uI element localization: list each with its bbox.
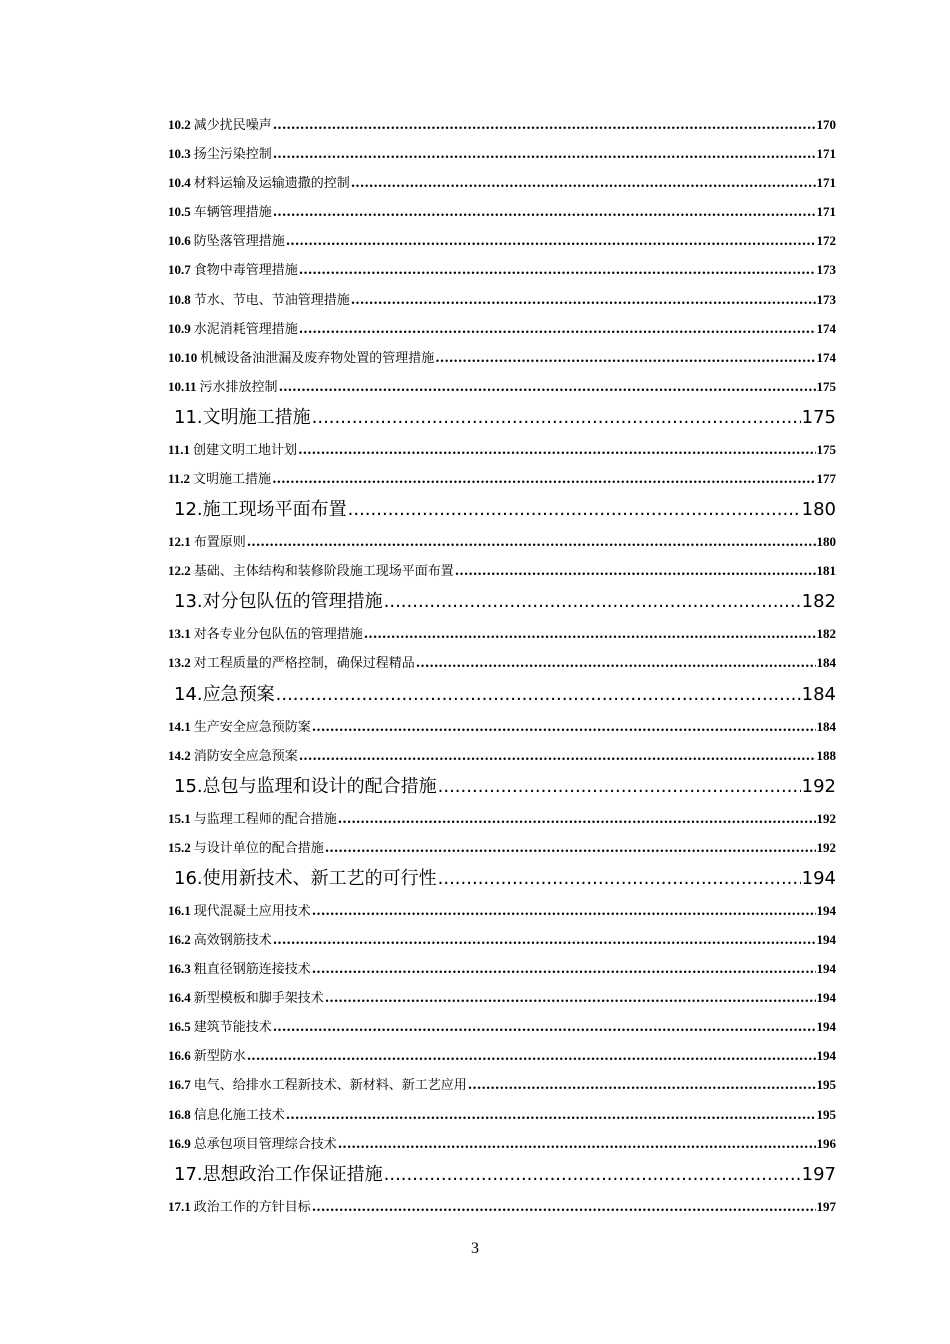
- toc-entry-page: 181: [816, 563, 836, 579]
- toc-dot-leader: [468, 1071, 816, 1100]
- toc-entry-number: 16.5: [168, 1019, 191, 1035]
- toc-entry-number: 16.6: [168, 1048, 191, 1064]
- toc-entry-number: 17.1: [168, 1198, 191, 1214]
- toc-entry-title: 电气、给排水工程新技术、新材料、新工艺应用: [193, 1078, 467, 1094]
- toc-dot-leader: [273, 140, 816, 169]
- toc-chapter-entry[interactable]: [168, 401, 836, 435]
- toc-entry-title: 消防安全应急预案: [193, 748, 298, 764]
- toc-chapter-entry[interactable]: [168, 493, 836, 527]
- toc-entry-number: 12.2: [168, 563, 191, 579]
- toc-entry-title: 信息化施工技术: [193, 1107, 285, 1123]
- toc-dot-leader: [247, 1042, 816, 1071]
- toc-section-entry[interactable]: [168, 1192, 836, 1221]
- toc-entry-title: 与设计单位的配合措施: [193, 840, 324, 856]
- toc-entry-page: 180: [816, 534, 836, 550]
- toc-entry-number: 15.: [174, 775, 203, 797]
- toc-section-entry[interactable]: [168, 925, 836, 954]
- toc-entry-page: 171: [816, 175, 836, 191]
- toc-entry-page: 182: [801, 591, 836, 613]
- toc-entry-page: 174: [816, 320, 836, 336]
- toc-entry-number: 11.: [174, 406, 203, 428]
- toc-chapter-entry[interactable]: [168, 862, 836, 896]
- toc-entry-title: 建筑节能技术: [193, 1020, 272, 1036]
- toc-entry-title: 基础、主体结构和装修阶段施工现场平面布置: [193, 564, 454, 580]
- toc-entry-page: 197: [801, 1163, 836, 1185]
- toc-entry-page: 195: [816, 1106, 836, 1122]
- toc-entry-page: 196: [816, 1135, 836, 1151]
- toc-entry-title: 政治工作的方针目标: [193, 1199, 311, 1215]
- toc-dot-leader: [435, 344, 815, 373]
- toc-section-entry[interactable]: [168, 110, 836, 139]
- toc-entry-number: 10.7: [168, 262, 191, 278]
- toc-entry-page: 194: [816, 931, 836, 947]
- toc-dot-leader: [312, 713, 816, 742]
- toc-entry-number: 16.9: [168, 1135, 191, 1151]
- toc-dot-leader: [325, 834, 816, 863]
- toc-entry-title: 新型模板和脚手架技术: [193, 991, 324, 1007]
- toc-entry-page: 194: [816, 961, 836, 977]
- toc-section-entry[interactable]: [168, 226, 836, 255]
- toc-dot-leader: [273, 1013, 816, 1042]
- toc-section-entry[interactable]: [168, 648, 836, 677]
- toc-dot-leader: [325, 984, 816, 1013]
- toc-entry-number: 16.: [174, 867, 203, 889]
- toc-chapter-entry[interactable]: [168, 770, 836, 804]
- toc-entry-page: 173: [816, 262, 836, 278]
- toc-entry-number: 10.2: [168, 117, 191, 132]
- toc-section-entry[interactable]: [168, 983, 836, 1012]
- toc-section-entry[interactable]: [168, 1012, 836, 1041]
- toc-section-entry[interactable]: [168, 896, 836, 925]
- toc-section-entry[interactable]: [168, 556, 836, 585]
- toc-entry-title: 思想政治工作保证措施: [202, 1163, 383, 1185]
- toc-section-entry[interactable]: [168, 343, 836, 372]
- toc-dot-leader: [298, 436, 815, 465]
- toc-dot-leader: [416, 649, 816, 678]
- toc-section-entry[interactable]: [168, 255, 836, 284]
- toc-entry-title: 高效钢筋技术: [193, 932, 272, 948]
- toc-entry-page: 192: [816, 839, 836, 855]
- toc-section-entry[interactable]: [168, 285, 836, 314]
- toc-dot-leader: [364, 620, 816, 649]
- toc-entry-page: 177: [816, 471, 836, 487]
- toc-section-entry[interactable]: [168, 372, 836, 401]
- toc-section-entry[interactable]: [168, 139, 836, 168]
- toc-entry-number: 13.2: [168, 655, 191, 671]
- toc-entry-title: 节水、节电、节油管理措施: [193, 292, 350, 308]
- toc-entry-title: 与监理工程师的配合措施: [193, 811, 337, 827]
- toc-entry-title: 应急预案: [202, 683, 275, 705]
- toc-entry-page: 173: [816, 291, 836, 307]
- toc-entry-title: 总包与监理和设计的配合措施: [202, 775, 437, 797]
- toc-dot-leader: [276, 678, 801, 712]
- toc-dot-leader: [351, 169, 816, 198]
- toc-entry-title: 扬尘污染控制: [193, 147, 272, 163]
- toc-dot-leader: [247, 528, 816, 557]
- toc-section-entry[interactable]: [168, 833, 836, 862]
- toc-dot-leader: [338, 1130, 816, 1159]
- toc-dot-leader: [384, 1158, 801, 1192]
- toc-dot-leader: [299, 742, 816, 771]
- toc-chapter-entry[interactable]: [168, 585, 836, 619]
- toc-entry-page: 192: [816, 810, 836, 826]
- toc-entry-number: 11.2: [168, 471, 191, 487]
- toc-section-entry[interactable]: [168, 619, 836, 648]
- toc-dot-leader: [312, 955, 816, 984]
- toc-dot-leader: [299, 315, 816, 344]
- toc-entry-title: 新型防水: [193, 1049, 246, 1065]
- toc-entry-number: 14.2: [168, 747, 191, 763]
- toc-entry-number: 15.1: [168, 810, 191, 826]
- toc-entry-title: 车辆管理措施: [193, 205, 272, 221]
- toc-dot-leader: [286, 1101, 816, 1130]
- toc-entry-number: 16.2: [168, 931, 191, 947]
- toc-entry-number: 16.7: [168, 1077, 191, 1093]
- toc-entry-number: 17.: [174, 1163, 203, 1185]
- toc-dot-leader: [348, 493, 801, 527]
- toc-dot-leader: [455, 557, 816, 586]
- toc-section-entry[interactable]: [168, 314, 836, 343]
- toc-dot-leader: [286, 227, 816, 256]
- toc-entry-number: 16.1: [168, 902, 191, 918]
- toc-entry-number: 16.4: [168, 990, 191, 1006]
- toc-entry-number: 15.2: [168, 839, 191, 855]
- toc-section-entry[interactable]: [168, 804, 836, 833]
- toc-section-entry[interactable]: [168, 1100, 836, 1129]
- toc-section-entry[interactable]: [168, 1041, 836, 1070]
- table-of-contents: [168, 110, 836, 1221]
- toc-entry-number: 13.1: [168, 626, 191, 642]
- toc-entry-number: 10.6: [168, 233, 191, 249]
- toc-entry-page: 182: [816, 626, 836, 642]
- toc-entry-title: 布置原则: [193, 535, 246, 551]
- toc-entry-page: 184: [801, 683, 836, 705]
- toc-entry-title: 生产安全应急预防案: [193, 719, 311, 735]
- toc-dot-leader: [384, 585, 801, 619]
- toc-entry-page: 175: [816, 378, 836, 394]
- toc-chapter-entry[interactable]: [168, 678, 836, 712]
- toc-entry-page: 194: [816, 902, 836, 918]
- toc-dot-leader: [273, 926, 816, 955]
- toc-section-entry[interactable]: [168, 464, 836, 493]
- toc-entry-title: 对工程质量的严格控制，确保过程精品: [193, 656, 415, 672]
- toc-entry-title: 污水排放控制: [199, 379, 278, 395]
- toc-dot-leader: [351, 286, 816, 315]
- toc-entry-page: 171: [816, 146, 836, 162]
- toc-entry-number: 16.3: [168, 961, 191, 977]
- toc-dot-leader: [338, 805, 816, 834]
- toc-section-entry[interactable]: [168, 168, 836, 197]
- toc-entry-number: 10.10: [168, 349, 198, 365]
- toc-entry-page: 184: [816, 655, 836, 671]
- toc-entry-number: 10.9: [168, 320, 191, 336]
- toc-dot-leader: [273, 198, 816, 227]
- toc-entry-page: 194: [816, 990, 836, 1006]
- toc-dot-leader: [312, 401, 801, 435]
- toc-entry-page: 170: [816, 117, 836, 132]
- toc-entry-title: 对各专业分包队伍的管理措施: [193, 627, 363, 643]
- toc-chapter-entry[interactable]: [168, 1158, 836, 1192]
- toc-entry-title: 施工现场平面布置: [202, 499, 347, 521]
- toc-dot-leader: [438, 862, 801, 896]
- toc-entry-page: 175: [816, 441, 836, 457]
- toc-dot-leader: [299, 256, 816, 285]
- toc-entry-page: 192: [801, 775, 836, 797]
- toc-section-entry[interactable]: [168, 1070, 836, 1099]
- toc-entry-page: 174: [816, 349, 836, 365]
- toc-entry-title: 水泥消耗管理措施: [193, 321, 298, 337]
- toc-entry-number: 10.5: [168, 204, 191, 220]
- toc-entry-number: 10.4: [168, 175, 191, 191]
- toc-dot-leader: [272, 465, 815, 494]
- toc-entry-number: 14.: [174, 683, 203, 705]
- toc-section-entry[interactable]: [168, 435, 836, 464]
- toc-entry-number: 11.1: [168, 441, 191, 457]
- toc-section-entry[interactable]: [168, 527, 836, 556]
- toc-entry-title: 减少扰民噪声: [193, 118, 272, 133]
- toc-entry-page: 172: [816, 233, 836, 249]
- toc-dot-leader: [312, 1193, 816, 1222]
- toc-entry-title: 防坠落管理措施: [193, 234, 285, 250]
- toc-entry-number: 13.: [174, 591, 203, 613]
- page-number: 3: [471, 1240, 479, 1257]
- toc-dot-leader: [438, 770, 801, 804]
- toc-entry-title: 文明施工措施: [193, 472, 272, 488]
- toc-entry-page: 175: [801, 406, 836, 428]
- toc-entry-page: 180: [801, 499, 836, 521]
- toc-section-entry[interactable]: [168, 712, 836, 741]
- toc-entry-title: 材料运输及运输遗撒的控制: [193, 176, 350, 192]
- toc-entry-number: 10.3: [168, 146, 191, 162]
- toc-entry-title: 现代混凝土应用技术: [193, 903, 311, 919]
- toc-entry-title: 文明施工措施: [202, 406, 311, 428]
- toc-entry-page: 197: [816, 1198, 836, 1214]
- toc-section-entry[interactable]: [168, 954, 836, 983]
- toc-entry-page: 194: [816, 1019, 836, 1035]
- toc-section-entry[interactable]: [168, 1129, 836, 1158]
- toc-section-entry[interactable]: [168, 741, 836, 770]
- toc-entry-title: 创建文明工地计划: [193, 442, 298, 458]
- toc-entry-number: 10.8: [168, 291, 191, 307]
- toc-entry-page: 171: [816, 204, 836, 220]
- toc-entry-title: 总承包项目管理综合技术: [193, 1136, 337, 1152]
- toc-entry-title: 食物中毒管理措施: [193, 263, 298, 279]
- toc-entry-page: 194: [816, 1048, 836, 1064]
- toc-entry-number: 14.1: [168, 718, 191, 734]
- toc-entry-page: 195: [816, 1077, 836, 1093]
- toc-section-entry[interactable]: [168, 197, 836, 226]
- toc-entry-number: 10.11: [168, 378, 197, 394]
- toc-entry-number: 12.: [174, 499, 203, 521]
- toc-entry-number: 16.8: [168, 1106, 191, 1122]
- toc-entry-title: 对分包队伍的管理措施: [202, 591, 383, 613]
- toc-dot-leader: [312, 897, 816, 926]
- toc-entry-page: 194: [801, 867, 836, 889]
- toc-entry-number: 12.1: [168, 534, 191, 550]
- toc-entry-title: 粗直径钢筋连接技术: [193, 962, 311, 978]
- toc-dot-leader: [279, 373, 816, 402]
- toc-dot-leader: [273, 111, 816, 140]
- toc-entry-title: 使用新技术、新工艺的可行性: [202, 867, 437, 889]
- toc-entry-page: 184: [816, 718, 836, 734]
- toc-entry-title: 机械设备油泄漏及废弃物处置的管理措施: [200, 350, 435, 366]
- toc-entry-page: 188: [816, 747, 836, 763]
